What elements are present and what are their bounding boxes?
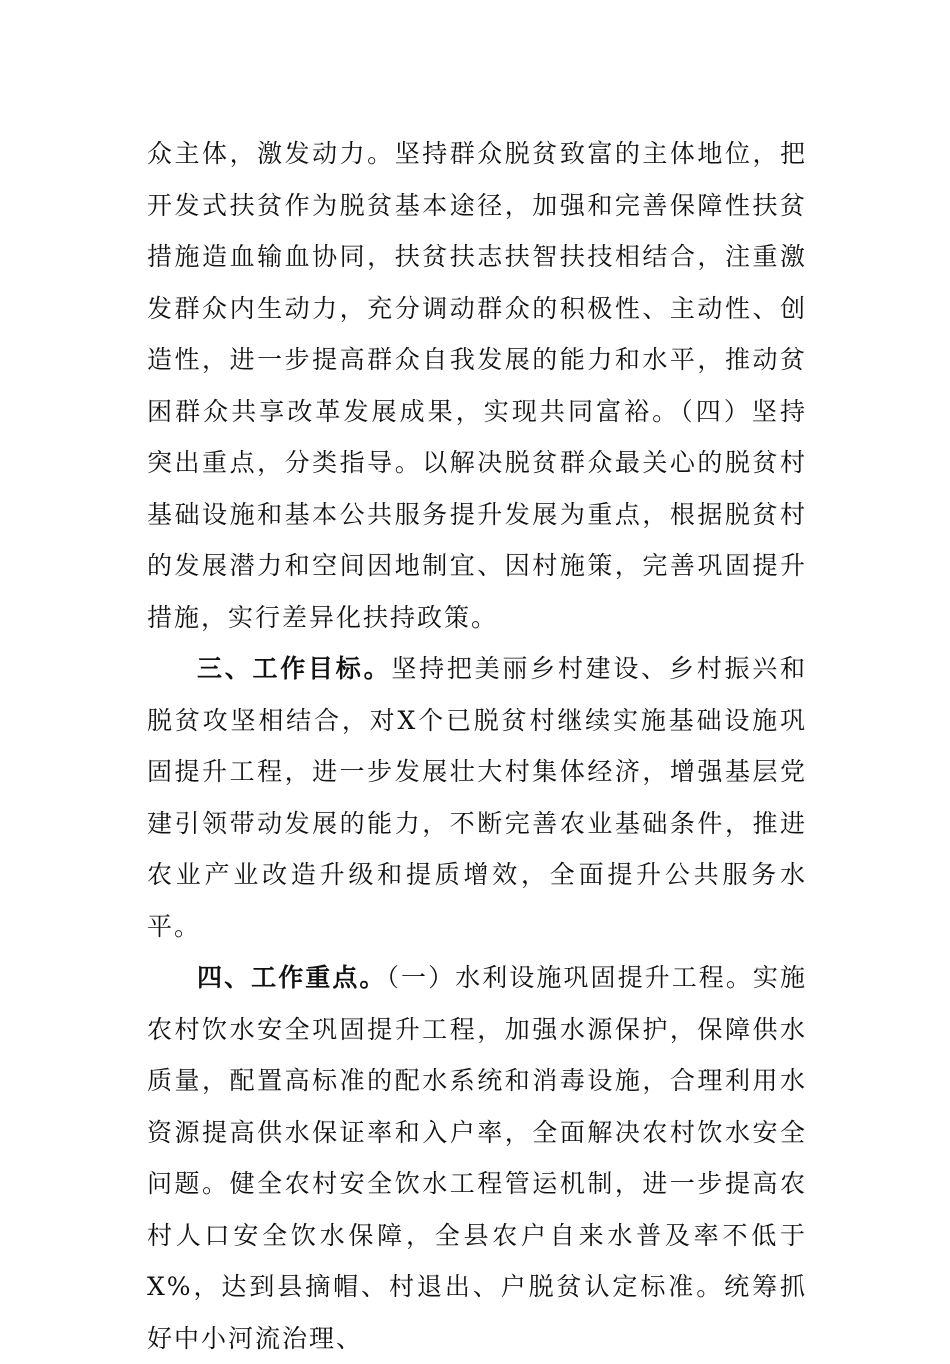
paragraph-work-focus [147,952,807,1364]
paragraph-text: 坚持把美丽乡村建设、乡村振兴和脱贫攻坚相结合，对X个已脱贫村继续实施基础设施巩固提升工程，进一步发展壮大村集体经济，增强基层党建引领带动发展的能力，不断完善农业基础条件，推进农业产业改造升级和提质增效，全面提升公共服务水平。 [147,654,807,941]
paragraph-text: 众主体，激发动力。坚持群众脱贫致富的主体地位，把开发式扶贫作为脱贫基本途径，加强和完善保障性扶贫措施造血输血协同，扶贫扶志扶智扶技相结合，注重激发群众内生动力，充分调动群众的积极性、主动性、创造性，进一步提高群众自我发展的能力和水平，推动贫困群众共享改革发展成果，实现共同富裕。（四）坚持突出重点，分类指导。以解决脱贫群众最关心的脱贫村基础设施和基本公共服务提升发展为重点，根据脱贫村的发展潜力和空间因地制宜、因村施策，完善巩固提升措施，实行差异化扶持政策。 [147,139,807,632]
section-heading-work-focus: 四、工作重点。 [197,963,387,992]
section-heading-work-goals: 三、工作目标。 [197,654,392,683]
paragraph-text: （一）水利设施巩固提升工程。实施农村饮水安全巩固提升工程，加强水源保护，保障供水质量，配置高标准的配水系统和消毒设施，合理利用水资源提高供水保证率和入户率，全面解决农村饮水安全问题。健全农村安全饮水工程管运机制，进一步提高农村人口安全饮水保障，全县农户自来水普及率不低于X%，达到县摘帽、村退出、户脱贫认定标准。统筹抓好中小河流治理、 [147,963,807,1353]
document-body [147,128,807,1364]
paragraph-work-goals [147,643,807,952]
paragraph-continuation [147,128,807,643]
